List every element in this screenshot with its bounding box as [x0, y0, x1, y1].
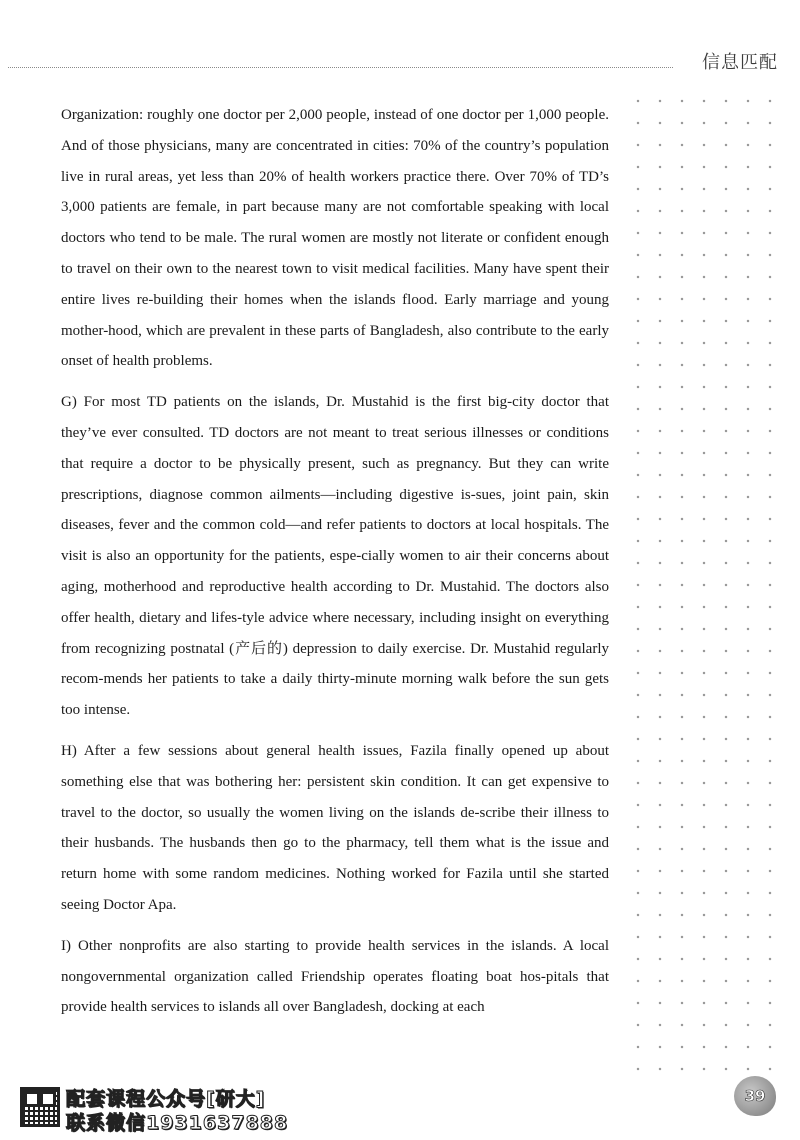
section-title: 信息匹配	[702, 52, 778, 73]
page-number: 39	[744, 1087, 766, 1105]
header-divider	[8, 67, 673, 68]
paragraph-i: I) Other nonprofits are also starting to provide health services in the islands. A local nongovernmental organization called Friendship operates floating boat hos-pitals that provide health services to islands all over Bangladesh, docking at each	[61, 937, 609, 1016]
dot-grid-margin	[627, 90, 787, 1075]
article-body	[61, 100, 609, 1033]
page-number-badge	[734, 1076, 776, 1116]
promo-watermark-line-2: 联系微信1931637888	[66, 1112, 289, 1134]
promo-watermark-line-1: 配套课程公众号[研大]	[66, 1088, 266, 1110]
qr-code-icon	[20, 1087, 60, 1127]
paragraph-g: G) For most TD patients on the islands, Dr. Mustahid is the first big-city doctor that they’ve ever consulted. TD doctors are not meant to treat serious illnesses or conditions that require a doctor to be physically present, such as pregnancy. But they can write prescriptions, diagnose common ailments—including digestive is-sues, joint pain, skin diseases, fever and the common cold—and refer patients to doctors at local hospitals. The visit is also an opportunity for the patients, espe-cially women to air their concerns about aging, motherhood and reproductive health according to Dr. Mustahid. The doctors also offer health, dietary and lifes-tyle advice where necessary, including insight on everything from recognizing postnatal (产后的) depression to daily exercise. Dr. Mustahid regularly recom-mends her patients to take a daily thirty-minute morning walk before the sun gets too intense.	[61, 394, 609, 719]
paragraph-h: H) After a few sessions about general health issues, Fazila finally opened up about something else that was bothering her: persistent skin condition. It can get expensive to travel to the doctor, so usually the women living on the islands de-scribe their illness to their husbands. The husbands then go to the pharmacy, tell them what is the issue and return home with some random medicines. Nothing worked for Fazila until she started seeing Doctor Apa.	[61, 742, 609, 913]
paragraph-f-continued: Organization: roughly one doctor per 2,000 people, instead of one doctor per 1,000 people. And of those physicians, many are concentrated in cities: 70% of the country’s population live in rural areas, yet less than 20% of health workers practice there. Over 70% of TD’s 3,000 patients are female, in part because many are not comfortable speaking with local doctors who tend to be male. The rural women are mostly not literate or confident enough to travel on their own to the nearest town to visit medical facilities. Many have spent their entire lives re-building their homes when the islands flood. Early marriage and young mother-hood, which are prevalent in these parts of Bangladesh, also contribute to the early onset of health problems.	[61, 107, 609, 370]
